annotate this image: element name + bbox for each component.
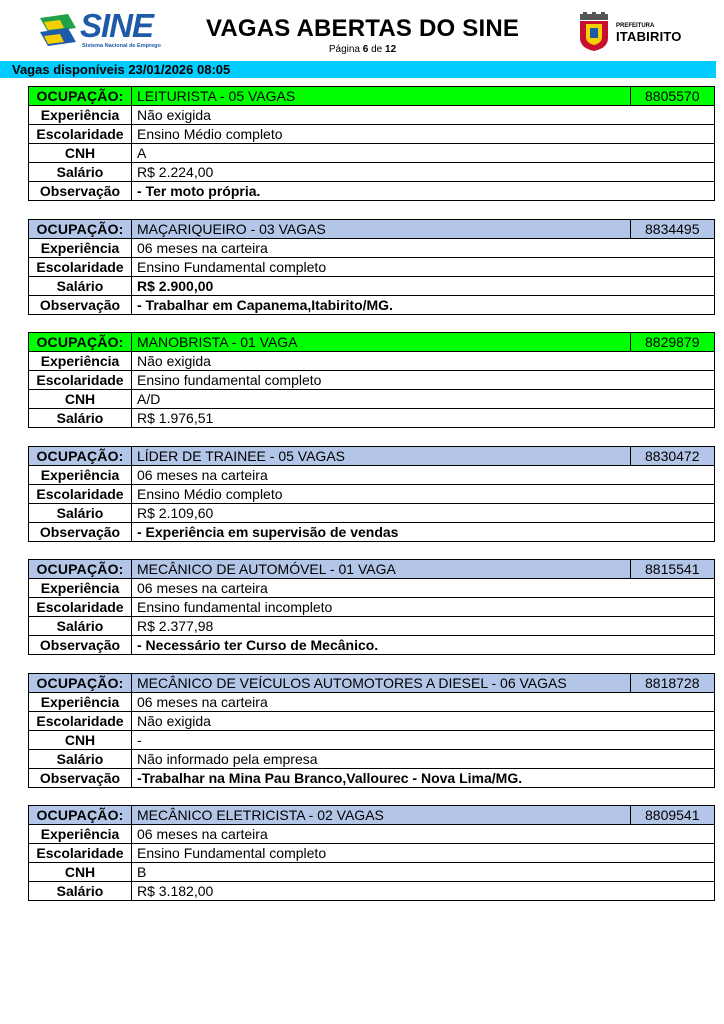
education-row	[29, 125, 715, 144]
sine-logo-subtitle: Sistema Nacional de Emprego	[82, 43, 161, 49]
job-card	[28, 332, 715, 428]
education-label: Escolaridade	[29, 598, 132, 617]
occupation-title: MANOBRISTA - 01 VAGA	[132, 333, 631, 352]
observation-value: - Necessário ter Curso de Mecânico.	[132, 636, 715, 655]
page-current: 6	[362, 44, 369, 55]
occupation-label: OCUPAÇÃO:	[29, 806, 132, 825]
salary-label: Salário	[29, 409, 132, 428]
experience-label: Experiência	[29, 825, 132, 844]
job-card	[28, 86, 715, 201]
education-row	[29, 371, 715, 390]
occupation-title: MECÂNICO ELETRICISTA - 02 VAGAS	[132, 806, 631, 825]
salary-value: R$ 3.182,00	[132, 882, 715, 901]
salary-label: Salário	[29, 276, 132, 295]
license-value: A	[132, 144, 715, 163]
education-value: Ensino Médio completo	[132, 484, 715, 503]
salary-value: R$ 2.900,00	[132, 276, 715, 295]
observation-value: - Experiência em supervisão de vendas	[132, 522, 715, 541]
education-value: Ensino fundamental completo	[132, 371, 715, 390]
occupation-title: LÍDER DE TRAINEE - 05 VAGAS	[132, 446, 631, 465]
experience-label: Experiência	[29, 465, 132, 484]
salary-label: Salário	[29, 882, 132, 901]
observation-value: - Ter moto própria.	[132, 182, 715, 201]
sine-logo-icon	[38, 12, 78, 48]
education-label: Escolaridade	[29, 371, 132, 390]
education-label: Escolaridade	[29, 257, 132, 276]
observation-label: Observação	[29, 522, 132, 541]
job-card	[28, 219, 715, 315]
occupation-row	[29, 806, 715, 825]
page-total: 12	[385, 44, 397, 55]
license-label: CNH	[29, 730, 132, 749]
observation-row	[29, 295, 715, 314]
education-value: Ensino fundamental incompleto	[132, 598, 715, 617]
experience-row	[29, 825, 715, 844]
experience-row	[29, 579, 715, 598]
license-value: A/D	[132, 390, 715, 409]
salary-label: Salário	[29, 749, 132, 768]
occupation-label: OCUPAÇÃO:	[29, 673, 132, 692]
experience-row	[29, 106, 715, 125]
observation-row	[29, 768, 715, 787]
salary-value: R$ 2.224,00	[132, 163, 715, 182]
observation-row	[29, 522, 715, 541]
page-info	[180, 44, 545, 55]
salary-row	[29, 617, 715, 636]
job-card	[28, 673, 715, 788]
experience-value: 06 meses na carteira	[132, 825, 715, 844]
license-label: CNH	[29, 390, 132, 409]
salary-label: Salário	[29, 503, 132, 522]
experience-label: Experiência	[29, 692, 132, 711]
occupation-row	[29, 87, 715, 106]
occupation-row	[29, 333, 715, 352]
occupation-label: OCUPAÇÃO:	[29, 87, 132, 106]
education-value: Ensino Médio completo	[132, 125, 715, 144]
education-label: Escolaridade	[29, 484, 132, 503]
occupation-row	[29, 446, 715, 465]
license-label: CNH	[29, 144, 132, 163]
occupation-label: OCUPAÇÃO:	[29, 219, 132, 238]
salary-row	[29, 276, 715, 295]
salary-value: R$ 2.109,60	[132, 503, 715, 522]
occupation-title: MECÂNICO DE VEÍCULOS AUTOMOTORES A DIESEL - 06 VAGAS	[132, 673, 631, 692]
experience-label: Experiência	[29, 579, 132, 598]
experience-value: Não exigida	[132, 106, 715, 125]
education-value: Ensino Fundamental completo	[132, 844, 715, 863]
title-block	[180, 14, 545, 55]
job-code: 8818728	[631, 673, 715, 692]
observation-value: -Trabalhar na Mina Pau Branco,Vallourec - Nova Lima/MG.	[132, 768, 715, 787]
salary-label: Salário	[29, 163, 132, 182]
salary-row	[29, 503, 715, 522]
page-title: VAGAS ABERTAS DO SINE	[205, 15, 520, 42]
occupation-label: OCUPAÇÃO:	[29, 560, 132, 579]
observation-row	[29, 182, 715, 201]
occupation-row	[29, 219, 715, 238]
salary-label: Salário	[29, 617, 132, 636]
experience-value: 06 meses na carteira	[132, 465, 715, 484]
occupation-row	[29, 673, 715, 692]
occupation-title: MECÂNICO DE AUTOMÓVEL - 01 VAGA	[132, 560, 631, 579]
experience-label: Experiência	[29, 352, 132, 371]
salary-row	[29, 163, 715, 182]
education-row	[29, 257, 715, 276]
license-row	[29, 863, 715, 882]
sine-logo	[38, 7, 163, 52]
salary-value: R$ 1.976,51	[132, 409, 715, 428]
education-row	[29, 711, 715, 730]
experience-value: Não exigida	[132, 352, 715, 371]
education-row	[29, 598, 715, 617]
salary-row	[29, 409, 715, 428]
experience-value: 06 meses na carteira	[132, 692, 715, 711]
observation-label: Observação	[29, 768, 132, 787]
prefeitura-city: ITABIRITO	[616, 29, 682, 44]
education-value: Não exigida	[132, 711, 715, 730]
license-label: CNH	[29, 863, 132, 882]
education-label: Escolaridade	[29, 844, 132, 863]
salary-value: Não informado pela empresa	[132, 749, 715, 768]
experience-value: 06 meses na carteira	[132, 579, 715, 598]
page-prefix: Página	[328, 44, 360, 55]
observation-label: Observação	[29, 182, 132, 201]
prefeitura-label: PREFEITURA	[616, 23, 655, 29]
occupation-label: OCUPAÇÃO:	[29, 333, 132, 352]
job-code: 8805570	[631, 87, 715, 106]
salary-row	[29, 882, 715, 901]
job-card	[28, 559, 715, 655]
page-separator: de	[371, 44, 383, 55]
experience-label: Experiência	[29, 106, 132, 125]
availability-date-bar: Vagas disponíveis 23/01/2026 08:05	[0, 61, 716, 78]
occupation-label: OCUPAÇÃO:	[29, 446, 132, 465]
job-code: 8829879	[631, 333, 715, 352]
page-header	[0, 0, 724, 60]
job-code: 8809541	[631, 806, 715, 825]
education-row	[29, 484, 715, 503]
education-row	[29, 844, 715, 863]
salary-value: R$ 2.377,98	[132, 617, 715, 636]
education-label: Escolaridade	[29, 125, 132, 144]
job-code: 8815541	[631, 560, 715, 579]
license-row	[29, 730, 715, 749]
license-row	[29, 390, 715, 409]
occupation-title: LEITURISTA - 05 VAGAS	[132, 87, 631, 106]
experience-row	[29, 238, 715, 257]
job-code: 8834495	[631, 219, 715, 238]
observation-label: Observação	[29, 295, 132, 314]
experience-row	[29, 692, 715, 711]
job-list	[28, 86, 715, 919]
education-value: Ensino Fundamental completo	[132, 257, 715, 276]
prefeitura-logo	[576, 12, 691, 52]
experience-value: 06 meses na carteira	[132, 238, 715, 257]
license-value: -	[132, 730, 715, 749]
salary-row	[29, 749, 715, 768]
experience-row	[29, 352, 715, 371]
occupation-title: MAÇARIQUEIRO - 03 VAGAS	[132, 219, 631, 238]
observation-row	[29, 636, 715, 655]
license-row	[29, 144, 715, 163]
job-card	[28, 446, 715, 542]
job-card	[28, 805, 715, 901]
education-label: Escolaridade	[29, 711, 132, 730]
license-value: B	[132, 863, 715, 882]
experience-row	[29, 465, 715, 484]
crest-icon	[576, 12, 612, 52]
experience-label: Experiência	[29, 238, 132, 257]
sine-logo-text: SINE	[80, 7, 154, 44]
observation-label: Observação	[29, 636, 132, 655]
observation-value: - Trabalhar em Capanema,Itabirito/MG.	[132, 295, 715, 314]
occupation-row	[29, 560, 715, 579]
job-code: 8830472	[631, 446, 715, 465]
